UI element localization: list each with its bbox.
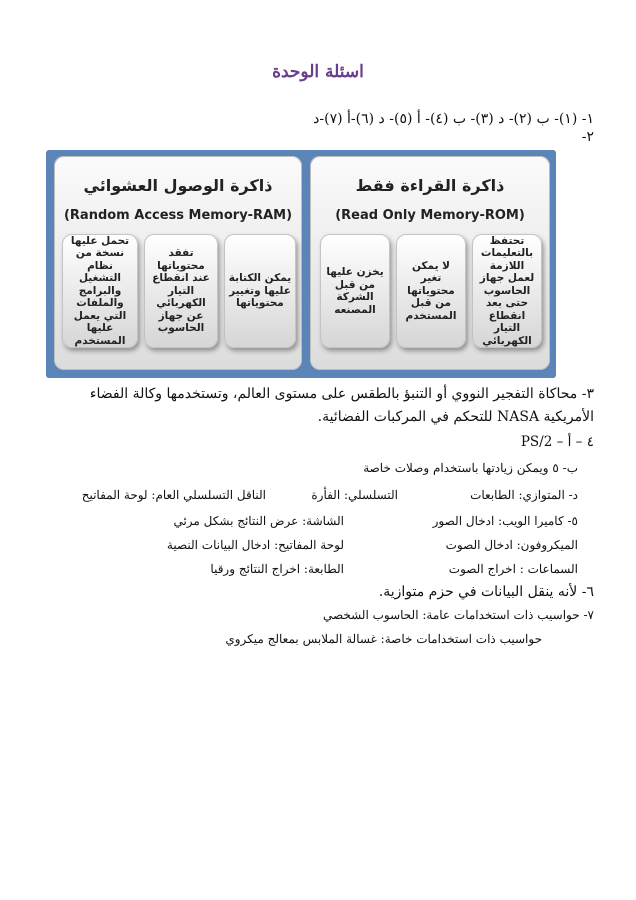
ram-subtitle: (Random Access Memory-RAM) xyxy=(63,208,293,223)
q4-b: ب- ٥ ويمكن زيادتها باستخدام وصلات خاصة xyxy=(363,461,578,475)
q4-a: ٤ – أ – PS/2 xyxy=(520,434,594,450)
q4-d-col2: التسلسلي: الفأرة xyxy=(311,488,398,502)
q5-row-2-right: الميكروفون: ادخال الصوت xyxy=(445,538,578,552)
rom-title: ذاكرة القراءة فقط xyxy=(355,176,505,195)
q7-line-2: حواسيب ذات استخدامات خاصة: غسالة الملابس بمعالج ميكروي xyxy=(225,632,542,646)
rom-subtitle: (Read Only Memory-ROM) xyxy=(335,208,525,223)
ram-card-1: يمكن الكتابة عليها وتغيير محتوياتها xyxy=(224,234,296,348)
q5-row-2-left: لوحة المفاتيح: ادخال البيانات النصية xyxy=(166,538,344,552)
q7-line-1: ٧- حواسيب ذات استخدامات عامة: الحاسوب الشخصي xyxy=(322,608,594,622)
q3-line-2: الأمريكية NASA للتحكم في المركبات الفضائية. xyxy=(317,409,594,425)
answers-line-2: ٢- xyxy=(581,129,594,145)
ram-panel xyxy=(54,156,302,370)
q5-row-3-right: السماعات : اخراج الصوت xyxy=(448,562,578,576)
ram-card-3: تحمل عليها نسخة من نظام التشغيل والبرامج والملفات التي يعمل عليها المستخدم xyxy=(62,234,138,348)
answers-line-1: ١- (١)- ب (٢)- د (٣)- ب (٤)- أ (٥)- د (٦)-أ (٧)-د xyxy=(313,111,594,127)
rom-panel xyxy=(310,156,550,370)
memory-diagram xyxy=(46,150,556,378)
q5-row-1-right: ٥- كاميرا الويب: ادخال الصور xyxy=(432,514,578,528)
q5-row-3-left: الطابعة: اخراج النتائج ورقيا xyxy=(210,562,344,576)
rom-card-1: تحتفظ بالتعليمات اللازمة لعمل جهاز الحاسوب حتى بعد انقطاع التيار الكهربائي xyxy=(472,234,542,348)
q4-d-col3: الناقل التسلسلي العام: لوحة المفاتيح xyxy=(81,488,266,502)
q3-line-1: ٣- محاكاة التفجير النووي أو التنبؤ بالطقس على مستوى العالم، وتستخدمها وكالة الفضاء xyxy=(89,386,594,402)
rom-card-3: يخزن عليها من قبل الشركة المصنعه xyxy=(320,234,390,348)
q4-d-col1: د- المتوازي: الطابعات xyxy=(470,488,578,502)
page-title: اسئلة الوحدة xyxy=(272,62,364,82)
rom-card-2: لا يمكن تغير محتوياتها من قبل المستخدم xyxy=(396,234,466,348)
ram-card-2: تفقد محتوياتها عند انقطاع التيار الكهربائي عن جهاز الحاسوب xyxy=(144,234,218,348)
q5-row-1-left: الشاشة: عرض النتائج بشكل مرئي xyxy=(173,514,344,528)
ram-title: ذاكرة الوصول العشوائي xyxy=(83,176,273,195)
q6: ٦- لأنه ينقل البيانات في حزم متوازية. xyxy=(378,584,594,600)
